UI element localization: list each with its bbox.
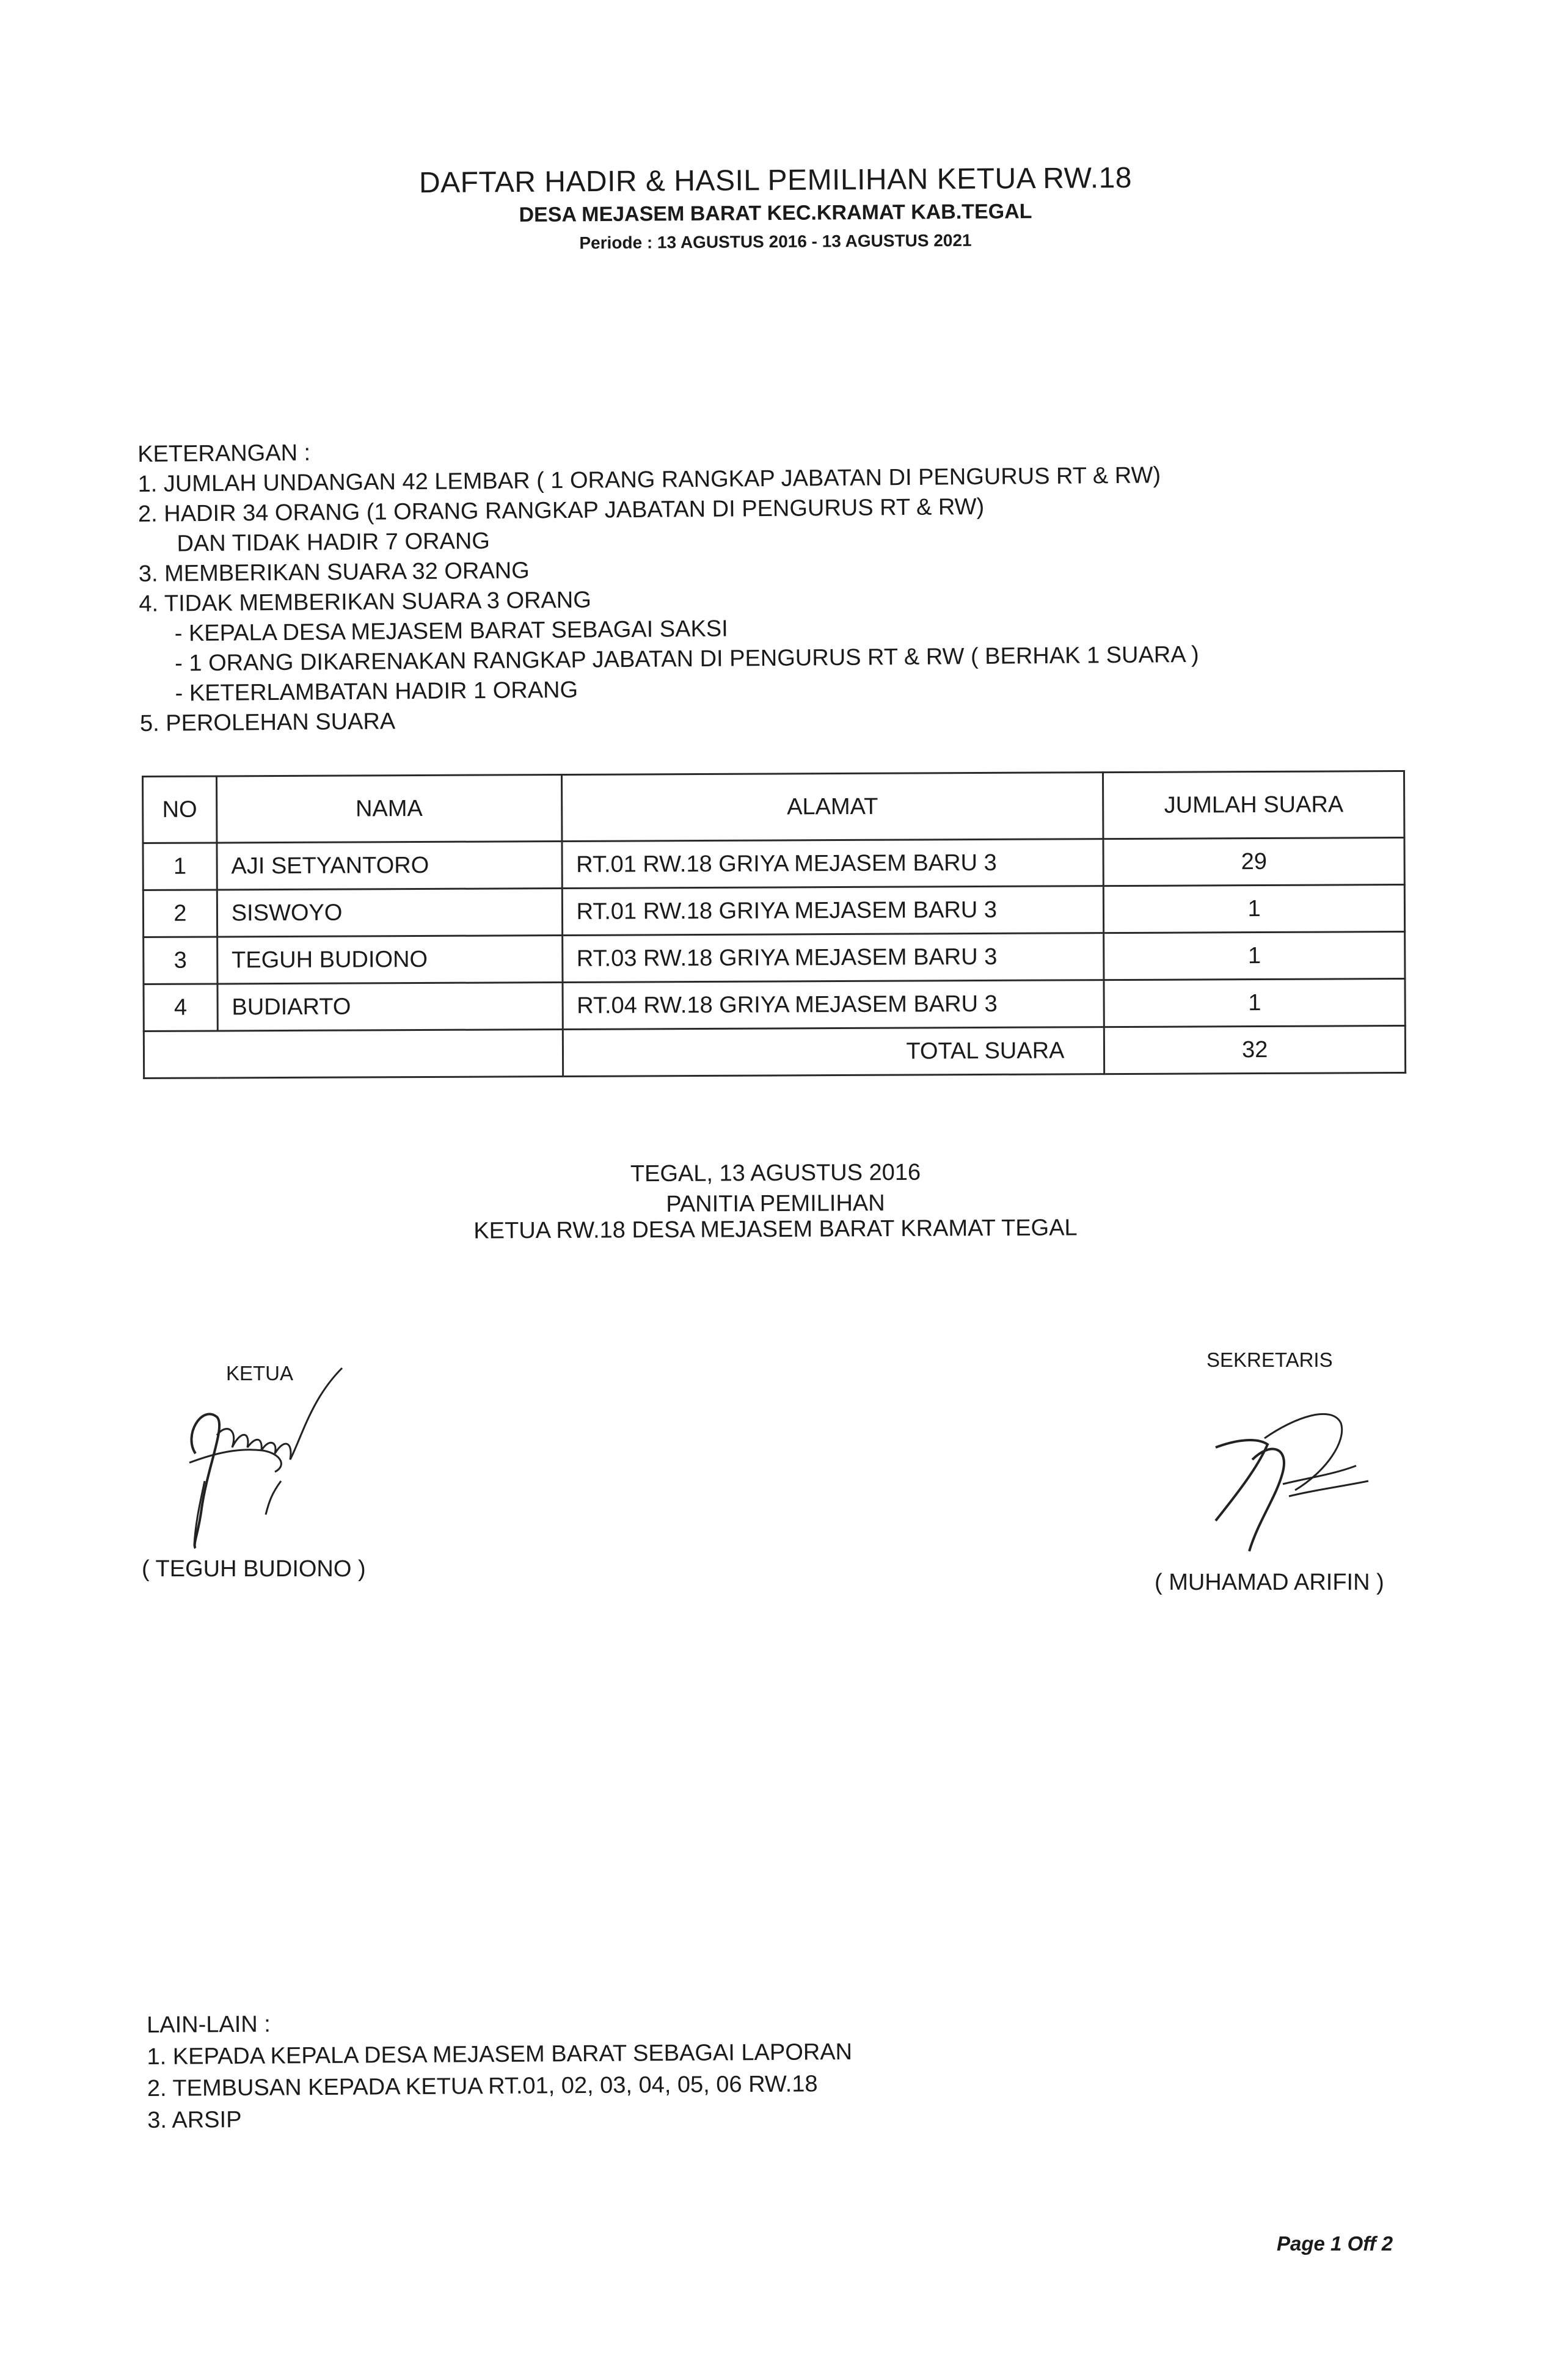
keterangan-item: 1. JUMLAH UNDANGAN 42 LEMBAR ( 1 ORANG RANGKAP JABATAN DI PENGURUS RT & RW)	[137, 462, 1161, 497]
committee-full-label: KETUA RW.18 DESA MEJASEM BARAT KRAMAT TEGAL	[473, 1215, 1078, 1244]
keterangan-item: 4. TIDAK MEMBERIKAN SUARA 3 ORANG	[139, 587, 591, 617]
cell-alamat: RT.01 RW.18 GRIYA MEJASEM BARU 3	[562, 886, 1104, 936]
lain-lain-item: 2. TEMBUSAN KEPADA KETUA RT.01, 02, 03, 04, 05, 06 RW.18	[147, 2071, 818, 2102]
total-blank-cell	[144, 1029, 563, 1078]
keterangan-item: 2. HADIR 34 ORANG (1 ORANG RANGKAP JABATAN DI PENGURUS RT & RW)	[137, 493, 985, 527]
cell-nama: AJI SETYANTORO	[217, 842, 562, 890]
keterangan-subitem: - KETERLAMBATAN HADIR 1 ORANG	[175, 677, 578, 707]
keterangan-subitem: - KEPALA DESA MEJASEM BARAT SEBAGAI SAKSI	[174, 616, 728, 647]
cell-jumlah: 1	[1104, 978, 1405, 1027]
cell-nama: SISWOYO	[217, 889, 562, 937]
cell-alamat: RT.01 RW.18 GRIYA MEJASEM BARU 3	[562, 839, 1104, 889]
cell-jumlah: 1	[1104, 931, 1405, 980]
table-header-row	[143, 771, 1404, 843]
page-number: Page 1 Off 2	[1277, 2232, 1393, 2255]
cell-nama: TEGUH BUDIONO	[217, 935, 562, 983]
cell-jumlah: 29	[1103, 837, 1404, 886]
table-row	[144, 978, 1405, 1031]
table-row	[143, 884, 1404, 937]
vote-results-table	[142, 770, 1406, 1079]
cell-no: 4	[144, 984, 217, 1032]
keterangan-section	[137, 429, 1392, 739]
lain-lain-heading: LAIN-LAIN :	[147, 2011, 271, 2038]
header-alamat: ALAMAT	[561, 773, 1103, 842]
header-no: NO	[143, 776, 217, 843]
cell-alamat: RT.04 RW.18 GRIYA MEJASEM BARU 3	[563, 980, 1104, 1030]
keterangan-item: DAN TIDAK HADIR 7 ORANG	[177, 528, 491, 557]
cell-alamat: RT.03 RW.18 GRIYA MEJASEM BARU 3	[562, 933, 1104, 983]
ketua-role: KETUA	[226, 1362, 294, 1385]
total-label: TOTAL SUARA	[563, 1027, 1104, 1077]
header-nama: NAMA	[216, 775, 561, 843]
lain-lain-item: 3. ARSIP	[147, 2106, 242, 2133]
keterangan-heading: KETERANGAN :	[137, 440, 311, 467]
sekretaris-name: ( MUHAMAD ARIFIN )	[1155, 1570, 1384, 1595]
document-title: DAFTAR HADIR & HASIL PEMILIHAN KETUA RW.18	[418, 161, 1133, 200]
cell-nama: BUDIARTO	[217, 982, 563, 1030]
table-total-row	[144, 1025, 1405, 1078]
document-subtitle: DESA MEJASEM BARAT KEC.KRAMAT KAB.TEGAL	[519, 200, 1032, 227]
committee-label: PANITIA PEMILIHAN	[666, 1190, 885, 1217]
keterangan-subitem: - 1 ORANG DIKARENAKAN RANGKAP JABATAN DI PENGURUS RT & RW ( BERHAK 1 SUARA )	[175, 641, 1199, 677]
cell-no: 2	[143, 890, 217, 937]
sekretaris-signature-icon	[1191, 1380, 1387, 1563]
cell-no: 3	[144, 937, 217, 984]
lain-lain-section	[147, 2004, 853, 2136]
total-value: 32	[1104, 1025, 1406, 1074]
table-row	[143, 837, 1404, 890]
table-row	[144, 931, 1405, 984]
cell-no: 1	[143, 843, 217, 890]
place-date: TEGAL, 13 AGUSTUS 2016	[630, 1159, 921, 1187]
keterangan-item: 3. MEMBERIKAN SUARA 32 ORANG	[138, 558, 530, 587]
ketua-name: ( TEGUH BUDIONO )	[142, 1556, 366, 1582]
document-period: Periode : 13 AGUSTUS 2016 - 13 AGUSTUS 2021	[579, 230, 972, 253]
cell-jumlah: 1	[1104, 884, 1405, 933]
header-jumlah-suara: JUMLAH SUARA	[1103, 771, 1404, 839]
sekretaris-role: SEKRETARIS	[1206, 1348, 1333, 1371]
lain-lain-item: 1. KEPADA KEPALA DESA MEJASEM BARAT SEBAGAI LAPORAN	[147, 2039, 853, 2070]
keterangan-item: 5. PEROLEHAN SUARA	[139, 708, 396, 737]
ketua-signature-icon	[159, 1362, 367, 1563]
